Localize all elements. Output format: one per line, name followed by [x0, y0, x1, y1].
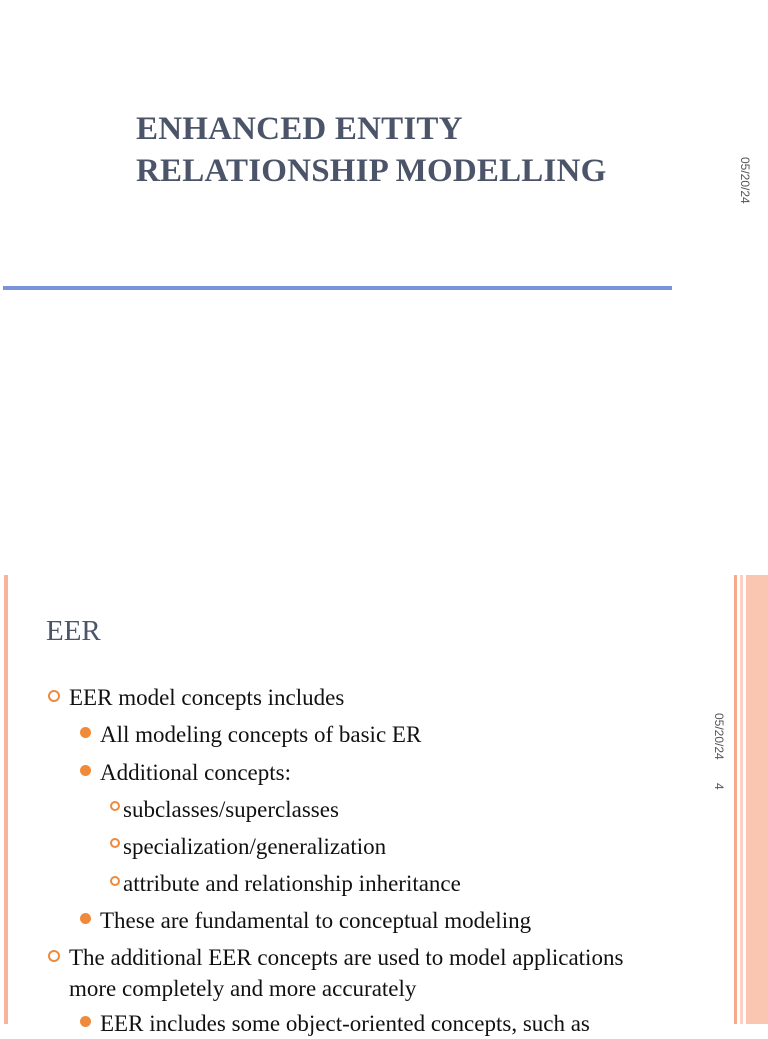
bullet-dot-icon	[80, 765, 91, 776]
bullet-item: attribute and relationship inheritance	[123, 871, 461, 896]
slide-date: 05/20/24	[738, 157, 752, 204]
slide-title-line-1: ENHANCED ENTITY	[136, 111, 463, 147]
slide-title	[136, 108, 696, 192]
bullet-ring-icon	[48, 950, 60, 962]
bullet-item: The additional EER concepts are used to model applications	[69, 945, 624, 970]
bullet-item: specialization/generalization	[123, 834, 387, 859]
bullet-dot-icon	[80, 1016, 91, 1027]
bullet-item-continuation: more completely and more accurately	[69, 976, 417, 1001]
bullet-item: Additional concepts:	[100, 760, 291, 785]
bullet-ring-icon	[110, 801, 120, 811]
slide-number: 4	[712, 783, 726, 790]
content-slide	[0, 575, 768, 1036]
slide-date: 05/20/24	[712, 713, 726, 760]
slide-heading: EER	[46, 615, 101, 647]
bullet-item: These are fundamental to conceptual modeling	[100, 908, 532, 933]
bullet-ring-icon	[110, 838, 120, 848]
bullet-item: subclasses/superclasses	[123, 797, 339, 822]
right-accent-band	[734, 575, 768, 1024]
bullet-dot-icon	[80, 913, 91, 924]
left-accent-bar	[4, 575, 8, 1024]
slide-footer-vertical	[712, 713, 726, 790]
bullet-ring-icon	[48, 690, 60, 702]
slide-title-line-2: RELATIONSHIP MODELLING	[136, 153, 607, 189]
bullet-item: EER includes some object-oriented concepts, such as	[100, 1011, 590, 1036]
bullet-ring-icon	[110, 876, 120, 886]
bullet-item: EER model concepts includes	[69, 685, 345, 710]
bullet-item: All modeling concepts of basic ER	[100, 722, 422, 747]
title-underline	[3, 286, 672, 290]
bullet-dot-icon	[80, 727, 91, 738]
